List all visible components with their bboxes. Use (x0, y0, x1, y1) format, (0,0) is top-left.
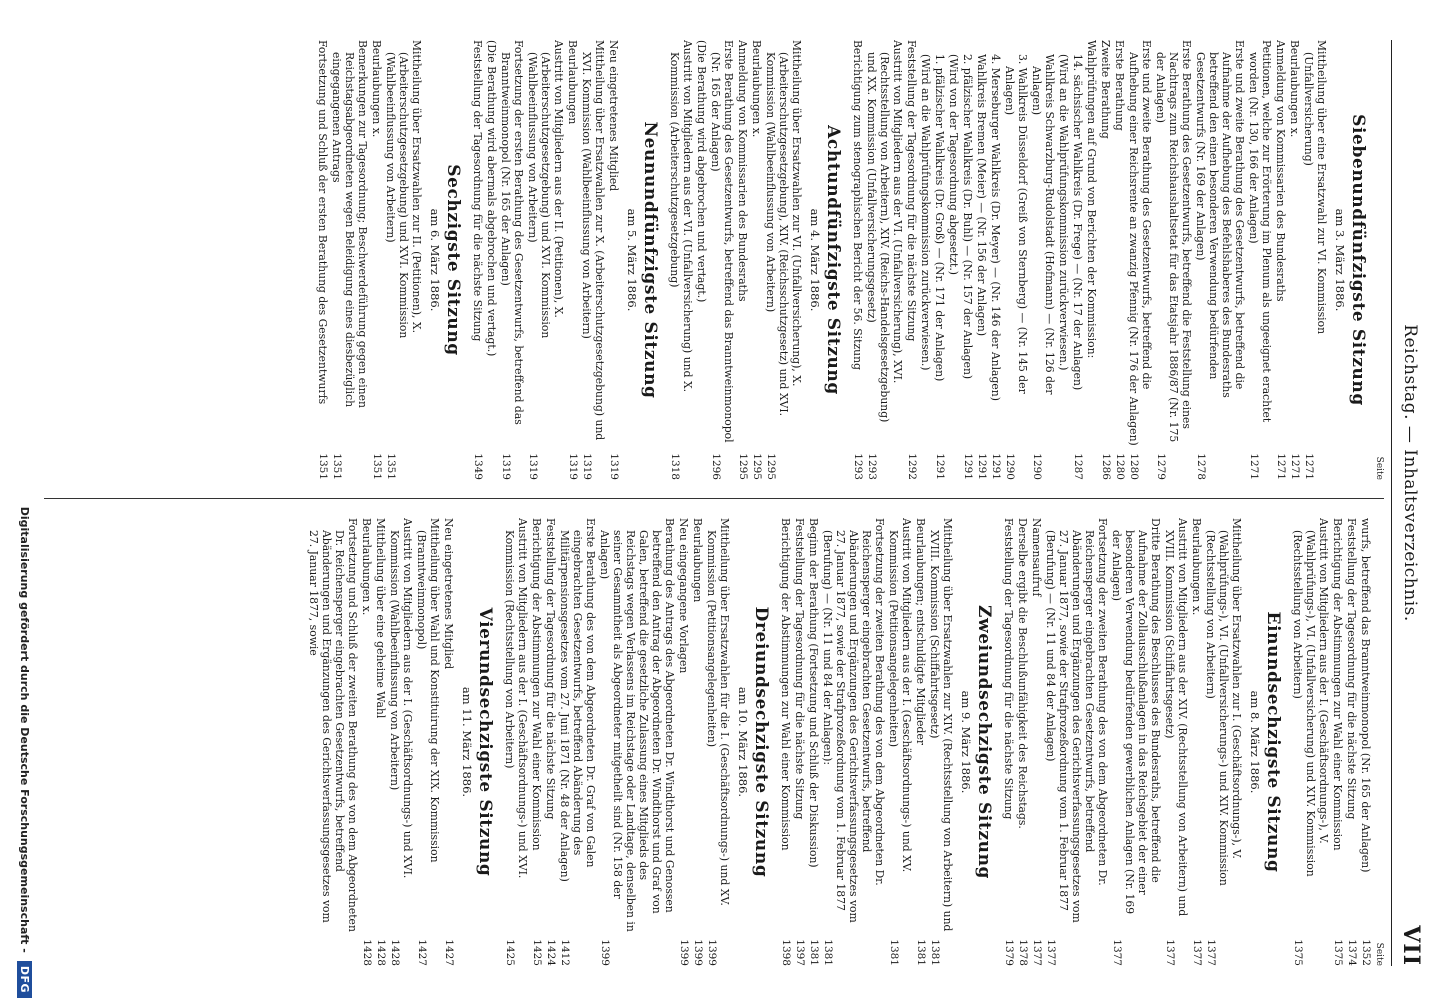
toc-entry (1247, 40, 1273, 480)
toc-entry-text: 4. Merseburger Wahlkreis (Dr. Meyer) — (Nr. 146 der Anlagen) (989, 54, 1002, 401)
toc-entry-text: Austritt von Mitgliedern aus der I. (Geschäftsordnungs-), V. (Wahlprüfungs-), VI. (Unfallversicherung) und XIV. Kommission (Rechtsstellung von Arbeitern) (1291, 518, 1330, 877)
toc-entry-page: 1271 (1289, 453, 1301, 480)
toc-entry (370, 40, 383, 480)
session-title: Sechzigste Sitzung (443, 164, 463, 356)
toc-entry-page: 1378 (1017, 939, 1029, 966)
toc-entry-page: 1374 (1346, 939, 1358, 966)
toc-entry (1194, 40, 1246, 480)
session-date: am 6. März 1886. (428, 208, 442, 312)
toc-entry-page: 1280 (1128, 453, 1140, 480)
toc-entry-text: (Wird an die Wahlprüfungskommission zurückverwiesen.) (1057, 54, 1070, 371)
toc-entry-text: Petitionen, welche zur Erörterung im Plenum als ungeeignet erachtet worden (Nr. 130, 166 der Anlagen) (1247, 40, 1273, 423)
toc-entry (989, 40, 1002, 480)
digitization-note: Digitalisierung gefördert durch die Deutsche Forschungsgemeinschaft - (18, 506, 32, 953)
toc-entry-text: Beurlaubungen x. (1288, 40, 1301, 138)
toc-entry (566, 40, 579, 480)
seite-label: Seite (1374, 456, 1384, 480)
toc-entry-text: Austritt von Mitgliedern aus der I. (Geschäftsordnungs-) und XVI. Kommission (Wahlbeeinflussung von Arbeitern) (388, 518, 414, 879)
session-block (316, 40, 463, 480)
toc-entry-text: Wahlprüfungen auf Grund von Berichten der Kommission: (1085, 40, 1098, 359)
toc-entry-text: Erste und zweite Berathung des Gesetzentwurfs, betreffend die Aufhebung einer Reichsrente an zwanzig Pfennig (Nr. 176 der Anlagen) (1127, 40, 1153, 446)
toc-entry (1099, 40, 1112, 480)
toc-entry (914, 518, 927, 966)
toc-entry-page: 1424 (545, 939, 557, 966)
toc-entry-text: Mittheilung über Ersatzwahlen für die I. (Geschäftsordnungs-) und XV. Kommission (Petitionsangelegenheiten) (705, 518, 731, 906)
toc-entry-page: 1377 (1205, 939, 1217, 966)
toc-entry-text: Austritt von Mitgliedern aus der XIV. (Rechtsstellung von Arbeitern) und XVIII. Kommission (Schiffahrtsgesetz) (1163, 518, 1189, 917)
toc-entry (598, 518, 676, 966)
toc-entry (905, 40, 918, 480)
toc-entry-page: 1427 (443, 939, 455, 966)
toc-entry-text: Austritt von Mitgliedern aus der I. (Geschäftsordnungs-) und XVI. Kommission (Rechtsstellung von Arbeitern) (503, 518, 529, 879)
toc-entry (821, 518, 886, 966)
toc-entry-text: Austritt von Mitgliedern aus der I. (Geschäftsordnungs-) und XV. Kommission (Petitionsangelegenheiten) (887, 518, 913, 873)
toc-entry (1302, 40, 1328, 480)
toc-entry-page: 1290 (1004, 453, 1016, 480)
toc-entry (709, 40, 735, 480)
toc-entry-page: 1319 (527, 453, 539, 480)
toc-entry-page: 1399 (678, 939, 690, 966)
toc-entry-text: 2. pfälzischer Wahlkreis (Dr. Buhl) — (Nr. 157 der Anlagen) (961, 54, 974, 380)
toc-entry-text: Fortsetzung der zweiten Berathung des von dem Abgeordneten Dr. Reichensperger eingebrachten Gesetzentwurfs, betreffend Abänderungen und Ergänzungen des Gerichtsverfassungsgesetzes vom 27. Januar 1877, sowie der Strafprozeßordnung vom 1. Februar 1877 (Berufung) — (Nr. 11 und 84 der Anlagen) (1044, 518, 1109, 923)
toc-entry-text: (Wird an die Wahlprüfungskommission zurückverwiesen.) (919, 54, 932, 371)
toc-entry-text: 3. Wahlkreis Düsseldorf (Greiß von Sternberg) — (Nr. 145 der Anlagen) (1003, 54, 1029, 394)
toc-entry-page: 1352 (1360, 939, 1372, 966)
toc-entry-text: Mittheilung über Ersatzwahlen zur I. (Geschäftsordnungs-), V. (Wahlprüfungs-), VI. (Unfallversicherungs-) und XIV. Kommission (Rechtsstellung von Arbeitern) (1204, 518, 1243, 886)
session-date: am 10. März 1886. (736, 686, 750, 798)
toc-entry-page: 1377 (1164, 939, 1176, 966)
toc-entry-page: 1280 (1114, 453, 1126, 480)
toc-entry-page: 1399 (599, 939, 611, 966)
toc-entry-page: 1351 (385, 453, 397, 480)
toc-entry (1154, 40, 1193, 480)
toc-entry-page: 1351 (331, 453, 343, 480)
toc-entry-page: 1397 (794, 939, 806, 966)
toc-entry-page: 1428 (389, 939, 401, 966)
toc-entry-text: Feststellung der Tagesordnung für die nächste Sitzung (544, 518, 557, 820)
session-title: Zweiundsechzigste Sitzung (974, 604, 994, 880)
toc-entry-text: Erste und zweite Berathung des Gesetzentwurfs, betreffend die Aufnahme der Aufhebung des Befehlshaberes des Bundesraths betreffend den einen besonderen Verwendung bedürfenden Gesetzentwurfs (Nr. 169 der Anlagen) (1194, 40, 1246, 398)
toc-entry (1003, 40, 1029, 480)
toc-entry-text: Austritt von Mitgliedern aus der II. (Petitionen), X. (Arbeiterschutzgesetzgebung) und XVI. Kommission (Wahlbeeinflussung von Arbeitern) (526, 40, 565, 339)
toc-entry (779, 518, 792, 966)
session-date: am 5. März 1886. (625, 208, 639, 312)
toc-entry-page: 1375 (1332, 939, 1344, 966)
dfg-logo: DFG (18, 961, 33, 998)
toc-entry-page: 1271 (1248, 453, 1260, 480)
session-title: Siebenundfünfzigste Sitzung (1348, 114, 1368, 406)
toc-entry-text: Berichtigung der Abstimmungen zur Wahl einer Kommission (779, 518, 792, 851)
toc-entry-text: Dritte Berathung des Beschlusses des Bundesraths, betreffend die Aufnahme der Zollausschlußanlagen in das Reichsgebiet der einer besonderen Verwendung bedürfenden gewerblichen Anlagen (Nr. 169 der Anlagen) (1110, 518, 1162, 915)
toc-entry-page: 1292 (906, 453, 918, 480)
toc-entry-page: 1295 (751, 453, 763, 480)
session-date: am 11. März 1886. (460, 686, 474, 798)
toc-entry (1030, 40, 1056, 480)
toc-entry (1113, 40, 1126, 480)
toc-entry (705, 518, 731, 966)
toc-entry-page: 1271 (1275, 453, 1287, 480)
toc-entry (677, 518, 690, 966)
toc-entry-page: 1293 (866, 453, 878, 480)
toc-entry (1057, 40, 1070, 480)
toc-entry (388, 518, 414, 966)
toc-entry-text: Mittheilung über Ersatzwahlen zur XIV. (Rechtsstellung von Arbeitern) und XVIII. Kommission (Schiffahrtsgesetz) (928, 518, 954, 932)
toc-entry-text: Mittheilung über eine geheime Wahl (374, 518, 387, 719)
session-block (1002, 518, 1283, 966)
digitization-footer (11, 8, 39, 998)
toc-entry-page: 1291 (962, 453, 974, 480)
toc-entry-text: Mittheilung über Ersatzwahlen zur VI. (Unfallversicherung), X. (Arbeiterschutzgesetzgebung), XIV. (Reichsschutzgesetz) und XVI. Kommission (Wahlbeeinflussung von Arbeitern) (764, 40, 803, 417)
toc-entry-text: Fortsetzung der zweiten Berathung des von dem Abgeordneten Dr. Reichensperger eingebrachten Gesetzentwurfs, betreffend Abänderungen und Ergänzungen des Gerichtsverfassungsgesetzes vom 27. Januar 1877, sowie der Strafprozeßordnung vom 1. Februar 1877 (Berufung) — (Nr. 11 und 84 der Anlagen): (821, 518, 886, 923)
toc-entry (1288, 40, 1301, 480)
toc-entry-page: 1381 (822, 939, 834, 966)
toc-entry (1127, 40, 1153, 480)
toc-entry (558, 518, 597, 966)
toc-entry-text: Bemerkungen zur Tagesordnung; Beschwerdeführung gegen einen Reichstagsabgeordneten wegen Beleidigung eines diesbezüglich eingegangenen Antrags (330, 40, 369, 408)
toc-entry-page: 1278 (1195, 453, 1207, 480)
toc-entry (607, 40, 620, 480)
session-date: am 3. März 1886. (1333, 208, 1347, 312)
session-block (668, 40, 843, 480)
toc-entry-text: Beurlaubungen x. (1190, 518, 1203, 616)
toc-entry-page: 1287 (1072, 453, 1084, 480)
toc-entry (1204, 518, 1243, 966)
toc-entry (1190, 518, 1203, 966)
toc-entry-page: 1318 (669, 453, 681, 480)
toc-entry-text: Neu eingetretenes Mitglied (607, 40, 620, 192)
toc-entry-text: Feststellung der Tagesordnung für die nächste Sitzung (1002, 518, 1015, 820)
toc-entry-text: Anmeldung von Kommissarien des Bundesraths (736, 40, 749, 302)
toc-entry-page: 1295 (737, 453, 749, 480)
toc-entry (330, 40, 369, 480)
toc-entry (947, 40, 960, 480)
toc-entry-text: Fortsetzung und Schluß der ersten Berathung des Gesetzentwurfs (316, 40, 329, 405)
toc-entry-text: 14. sächsischer Wahlkreis (Dr. Frege) — (Nr. 17 der Anlagen) (1071, 54, 1084, 391)
toc-entry-page: 1377 (1031, 939, 1043, 966)
header-title: Reichstag. — Inhaltsverzeichnis. (1400, 324, 1420, 622)
toc-entry-page: 1381 (888, 939, 900, 966)
session-date: am 9. März 1886. (959, 690, 973, 794)
toc-entry-page: 1295 (765, 453, 777, 480)
toc-entry-text: (Die Berathung wird abermals abgebrochen und vertagt.) (485, 40, 498, 357)
session-title: Dreiundsechzigste Sitzung (751, 606, 771, 878)
toc-entry (919, 40, 932, 480)
session-title: Vierundsechzigste Sitzung (475, 607, 495, 877)
toc-entry-page: 1381 (808, 939, 820, 966)
toc-entry (580, 40, 606, 480)
toc-entry-page: 1286 (1100, 453, 1112, 480)
toc-entry (530, 518, 543, 966)
toc-entry-text: Beurlaubungen x. (370, 40, 383, 138)
toc-entry-text: Beurlaubungen (691, 518, 704, 603)
toc-entry-text: Beurlaubungen x. (360, 518, 373, 616)
toc-entry-text: Beurlaubungen; entschuldigte Mitglieder (914, 518, 927, 746)
toc-entry (887, 518, 913, 966)
toc-entry-page: 1399 (706, 939, 718, 966)
toc-entry-page: 1377 (1191, 939, 1203, 966)
column-divider (44, 498, 1384, 499)
toc-entry (1110, 518, 1162, 966)
toc-entry (442, 518, 455, 966)
toc-entry (316, 40, 329, 480)
toc-entry (307, 518, 359, 966)
toc-entry (1002, 518, 1015, 966)
toc-entry-text: (Die Berathung wird abgebrochen und vertagt.) (695, 40, 708, 303)
toc-entry-page: 1291 (990, 453, 1002, 480)
toc-entry-text: wurfs, betreffend das Branntweinmonopol (Nr. 165 der Anlagen) (1359, 518, 1372, 873)
toc-entry-text: Berichtigung der Abstimmungen zur Wahl einer Kommission (1331, 518, 1344, 851)
toc-entry-text: Neu eingetretenes Mitglied (442, 518, 455, 670)
toc-entry (668, 40, 694, 480)
session-date: am 4. März 1886. (808, 208, 822, 312)
toc-entry-text: Mittheilung über Ersatzwahlen zur II. (Petitionen), X. (Arbeiterschutzgesetzgebung) und XVI. Kommission (Wahlbeeinflussung von Arbeitern) (384, 40, 423, 339)
toc-entry-text: Namensaufruf (1030, 518, 1043, 597)
toc-entry-page: 1351 (317, 453, 329, 480)
toc-entry-text: Beurlaubungen (566, 40, 579, 125)
toc-entry-page: 1377 (1111, 939, 1123, 966)
toc-entry-text: Feststellung der Tagesordnung für die nächste Sitzung (793, 518, 806, 820)
toc-entry-page: 1319 (500, 453, 512, 480)
toc-entry-text: Feststellung der Tagesordnung für die nächste Sitzung (1345, 518, 1358, 820)
toc-entry-text: Derselbe ergibt die Beschlußunfähigkeit des Reichstags. (1016, 518, 1029, 829)
toc-entry-text: Fortsetzung der ersten Berathung des Gesetzentwurfs, betreffend das Branntweinmonopol (Nr. 165 der Anlagen) (499, 40, 525, 425)
running-header (1391, 40, 1426, 966)
toc-entry-text: Feststellung der Tagesordnung für die nächste Sitzung (471, 40, 484, 342)
toc-entry-page: 1399 (692, 939, 704, 966)
right-column (299, 518, 1384, 966)
toc-entry (499, 40, 525, 480)
toc-entry-text: Mittheilung über Wahl und Konstituirung der XIX. Kommission (Branntweinmonopol) (415, 518, 441, 863)
toc-entry (360, 518, 373, 966)
toc-entry (764, 40, 803, 480)
toc-entry (471, 40, 484, 480)
toc-entry-page: 1425 (504, 939, 516, 966)
session-block (1291, 518, 1372, 966)
toc-entry (1044, 518, 1109, 966)
toc-entry-text: Wahlkreis Schwarzburg-Rudolstadt (Hofmann) — (Nr. 126 der Anlagen) (1030, 54, 1056, 395)
toc-entry (793, 518, 806, 966)
toc-entry (1291, 518, 1330, 966)
toc-entry-page: 1293 (852, 453, 864, 480)
toc-entry (1345, 518, 1358, 966)
session-date: am 8. März 1886. (1248, 690, 1262, 794)
toc-entry-text: Austritt von Mitgliedern aus der VI. (Unfallversicherung), XVI. (Rechtsstellung von Arbeitern), XIV. (Reichs-Handelsgesetzgebung) und XX. Kommission (Unfallversicherungsgesetz) (865, 40, 904, 423)
toc-entry (933, 40, 946, 480)
toc-entry-page: 1398 (780, 939, 792, 966)
toc-entry-page: 1349 (472, 453, 484, 480)
toc-entry-page: 1296 (710, 453, 722, 480)
toc-entry-text: Fortsetzung und Schluß der zweiten Berathung des von dem Abgeordneten Dr. Reichensperger eingebrachten Gesetzentwurfs, betreffend Abänderungen und Ergänzungen des Gerichtsverfassungsgesetzes vom 27. Januar 1877, sowie (307, 518, 359, 932)
page-number: VII (1398, 925, 1424, 966)
toc-entry-page: 1291 (976, 453, 988, 480)
toc-entry (1016, 518, 1029, 966)
toc-entry (1359, 518, 1372, 966)
toc-entry (865, 40, 904, 480)
session-block (503, 518, 771, 966)
session-title: Achtundfünfzigste Sitzung (823, 125, 843, 395)
session-block (851, 40, 1368, 480)
toc-entry-page: 1381 (915, 939, 927, 966)
toc-entry-page: 1428 (361, 939, 373, 966)
toc-entry-text: Mittheilung über Ersatzwahlen zur X. (Arbeiterschutzgesetzgebung) und XVI. Kommission (Wahlbeeinflussung von Arbeitern) (580, 40, 606, 441)
toc-entry-text: Anmeldung von Kommissarien des Bundesraths (1274, 40, 1287, 302)
session-title: Neunundfünfzigste Sitzung (640, 121, 660, 399)
toc-entry-page: 1319 (581, 453, 593, 480)
session-block (307, 518, 495, 966)
toc-entry-text: Erste Berathung (1113, 40, 1126, 131)
toc-entry-text: Zweite Berathung (1099, 40, 1112, 139)
toc-entry-page: 1427 (416, 939, 428, 966)
toc-entry-page: 1381 (929, 939, 941, 966)
toc-entry (374, 518, 387, 966)
toc-entry (1331, 518, 1344, 966)
toc-entry-page: 1377 (1045, 939, 1057, 966)
toc-entry (807, 518, 820, 966)
toc-entry-text: Neu eingegangene Vorlagen (677, 518, 690, 674)
toc-entry-text: Erste Berathung des Gesetzentwurfs, betreffend das Branntweinmonopol (Nr. 165 der Anlagen) (709, 40, 735, 443)
toc-entry-text: (Wird von der Tagesordnung abgesetzt.) (947, 54, 960, 275)
toc-entry-page: 1351 (371, 453, 383, 480)
toc-entry-page: 1379 (1003, 939, 1015, 966)
toc-entry-page: 1412 (559, 939, 571, 966)
seite-label: Seite (1374, 942, 1384, 966)
toc-entry-page: 1428 (375, 939, 387, 966)
toc-entry-text: Berichtigung der Abstimmungen zur Wahl einer Kommission (530, 518, 543, 851)
toc-entry (851, 40, 864, 480)
toc-entry (503, 518, 529, 966)
toc-entry-text: Berichtigung zum stenographischen Bericht der 56. Sitzung (851, 40, 864, 370)
toc-entry (384, 40, 423, 480)
toc-entry (928, 518, 954, 966)
toc-entry-text: Wahlkreis Bremen (Meier) — (Nr. 156 der Anlagen) (975, 54, 988, 337)
session-block (471, 40, 660, 480)
toc-entry (1030, 518, 1043, 966)
toc-entry-text: Beurlaubungen x. (750, 40, 763, 138)
toc-entry (1071, 40, 1084, 480)
left-column (308, 40, 1384, 480)
toc-entry (485, 40, 498, 480)
session-block (779, 518, 994, 966)
toc-entry (1085, 40, 1098, 480)
toc-entry-text: Beginn der Berathung (Fortsetzung und Schluß der Diskussion) (807, 518, 820, 868)
toc-entry (415, 518, 441, 966)
toc-entry-text: Austritt von Mitgliedern aus der VI. (Unfallversicherung) und X. Kommission (Arbeiterschutzgesetzgebung) (668, 40, 694, 393)
toc-entry-text: Berathung des Antrags des Abgeordneten Dr. Windthorst und Genossen betreffend den Antrag der Abgeordneten Dr. Windthorst und Graf von Galen, betreffend die gesetzliche Zulassung eines Mitglieds des Reichstags wegen Verlassens im Reichstage oder Landtage, denselben in seiner Gesammtheit als Abgeordneter mitgetheilt sind (Nr. 158 der Anlagen) (598, 518, 676, 932)
toc-entry-page: 1375 (1292, 939, 1304, 966)
toc-entry (1274, 40, 1287, 480)
toc-entry (736, 40, 749, 480)
toc-entry (1163, 518, 1189, 966)
toc-entry-text: Erste Berathung des von dem Abgeordneten Dr. Graf von Galen eingebrachten Gesetzentwurfs, betreffend Abänderung des Militärpensionsgesetzes vom 27. Juni 1871 (Nr. 48 der Anlagen) (558, 518, 597, 882)
toc-entry-page: 1319 (567, 453, 579, 480)
toc-entry (691, 518, 704, 966)
toc-entry-page: 1271 (1303, 453, 1315, 480)
toc-entry-page: 1279 (1155, 453, 1167, 480)
toc-entry (975, 40, 988, 480)
session-title: Einundsechzigste Sitzung (1263, 611, 1283, 873)
toc-entry-text: 1. pfälzischer Wahlkreis (Dr. Groß) — (Nr. 171 der Anlagen) (933, 54, 946, 382)
toc-entry (750, 40, 763, 480)
toc-entry-page: 1291 (934, 453, 946, 480)
toc-entry-page: 1290 (1031, 453, 1043, 480)
toc-entry (961, 40, 974, 480)
toc-entry-text: Feststellung der Tagesordnung für die nächste Sitzung (905, 40, 918, 342)
toc-entry (544, 518, 557, 966)
toc-entry-text: Mittheilung über eine Ersatzwahl zur VI. Kommission (Unfallversicherung) (1302, 40, 1328, 335)
toc-entry-text: Erste Berathung des Gesetzentwurfs, betreffend die Feststellung eines Nachtrags zum Reichshaushaltsetat für das Etatsjahr 1886/87 (Nr. 175 der Anlagen) (1154, 40, 1193, 443)
toc-entry (695, 40, 708, 480)
toc-entry-page: 1319 (608, 453, 620, 480)
toc-entry-page: 1425 (531, 939, 543, 966)
toc-entry (526, 40, 565, 480)
